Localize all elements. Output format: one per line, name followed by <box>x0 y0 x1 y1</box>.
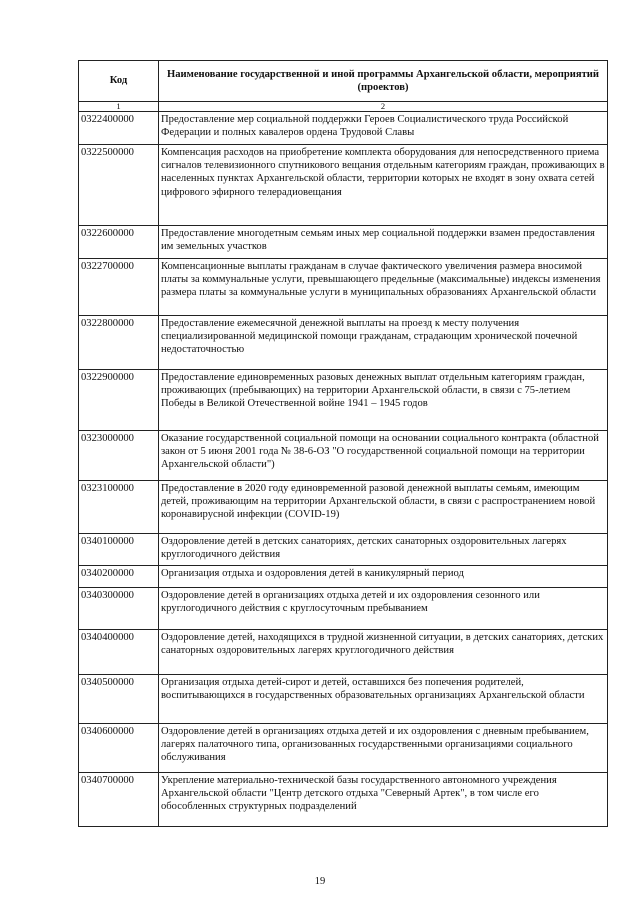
column-number-1: 1 <box>79 102 159 112</box>
row-name: Оздоровление детей в детских санаториях, детских санаторных оздоровительных лагерях круглогодичного действия <box>159 534 608 566</box>
row-name: Предоставление единовременных разовых денежных выплат отдельным категориям граждан, проживающих (пребывающих) на территории Архангельской области, в связи с 75-летием Победы в Великой Отечественной войне 1941 – 1945 годов <box>159 370 608 431</box>
row-name: Организация отдыха и оздоровления детей в каникулярный период <box>159 566 608 588</box>
row-name: Оздоровление детей в организациях отдыха детей и их оздоровления с дневным пребыванием, лагерях палаточного типа, организованных государственными организациями социального обслуживания <box>159 724 608 773</box>
row-name: Компенсационные выплаты гражданам в случае фактического увеличения размера вносимой платы за коммунальные услуги, превышающего предельные (максимальные) индексы изменения размера платы за коммунальные услуги в муниципальных образованиях Архангельской области <box>159 259 608 316</box>
row-name: Оздоровление детей в организациях отдыха детей и их оздоровления сезонного или круглогодичного действия с круглосуточным пребыванием <box>159 588 608 630</box>
table-row <box>79 431 608 481</box>
row-code: 0340300000 <box>79 588 159 630</box>
table-row <box>79 226 608 259</box>
page-number: 19 <box>314 876 326 887</box>
table-row <box>79 773 608 827</box>
row-name: Оздоровление детей, находящихся в трудной жизненной ситуации, в детских санаториях, детских санаторных оздоровительных лагерях круглогодичного действия <box>159 630 608 675</box>
row-name: Организация отдыха детей-сирот и детей, оставшихся без попечения родителей, воспитывающихся в государственных образовательных организациях Архангельской области <box>159 675 608 724</box>
table-row <box>79 588 608 630</box>
table-row <box>79 675 608 724</box>
program-codes-table <box>78 60 608 827</box>
table-row <box>79 481 608 534</box>
row-code: 0322900000 <box>79 370 159 431</box>
table-row <box>79 112 608 145</box>
column-number-2: 2 <box>159 102 608 112</box>
row-code: 0322700000 <box>79 259 159 316</box>
row-name: Предоставление многодетным семьям иных мер социальной поддержки взамен предоставления им земельных участков <box>159 226 608 259</box>
row-code: 0340400000 <box>79 630 159 675</box>
row-code: 0323000000 <box>79 431 159 481</box>
row-code: 0340700000 <box>79 773 159 827</box>
row-code: 0340500000 <box>79 675 159 724</box>
row-name: Оказание государственной социальной помощи на основании социального контракта (областной закон от 5 июня 2001 года № 38-6-ОЗ "О государственной социальной помощи на территории Архангельской области") <box>159 431 608 481</box>
table-row <box>79 630 608 675</box>
row-code: 0340100000 <box>79 534 159 566</box>
table-row <box>79 566 608 588</box>
row-code: 0322500000 <box>79 145 159 226</box>
row-name: Компенсация расходов на приобретение комплекта оборудования для непосредственного приема сигналов телевизионного спутникового вещания отдельным категориям граждан, проживающих в населенных пунктах Архангельской области, территории которых не входят в зону охвата сетей цифрового эфирного телерадиовещания <box>159 145 608 226</box>
table-row <box>79 724 608 773</box>
header-code: Код <box>79 61 159 102</box>
header-name: Наименование государственной и иной программы Архангельской области, мероприятий (проектов) <box>159 61 608 102</box>
row-code: 0322600000 <box>79 226 159 259</box>
table-row <box>79 534 608 566</box>
column-number-row <box>79 102 608 112</box>
table-row <box>79 316 608 370</box>
row-code: 0340200000 <box>79 566 159 588</box>
table-row <box>79 370 608 431</box>
row-name: Укрепление материально-технической базы государственного автономного учреждения Архангельской области "Центр детского отдыха "Северный Артек", в том числе его обособленных структурных подразделений <box>159 773 608 827</box>
row-name: Предоставление в 2020 году единовременной разовой денежной выплаты семьям, имеющим детей, проживающим на территории Архангельской области, в связи с распространением новой коронавирусной инфекции (COVID-19) <box>159 481 608 534</box>
row-code: 0322400000 <box>79 112 159 145</box>
row-code: 0322800000 <box>79 316 159 370</box>
row-name: Предоставление ежемесячной денежной выплаты на проезд к месту получения специализированной медицинской помощи гражданам, страдающим хронической почечной недостаточностью <box>159 316 608 370</box>
table-row <box>79 145 608 226</box>
table-row <box>79 259 608 316</box>
row-code: 0323100000 <box>79 481 159 534</box>
row-name: Предоставление мер социальной поддержки Героев Социалистического труда Российской Федерации и полных кавалеров ордена Трудовой Славы <box>159 112 608 145</box>
table-header-row <box>79 61 608 102</box>
row-code: 0340600000 <box>79 724 159 773</box>
